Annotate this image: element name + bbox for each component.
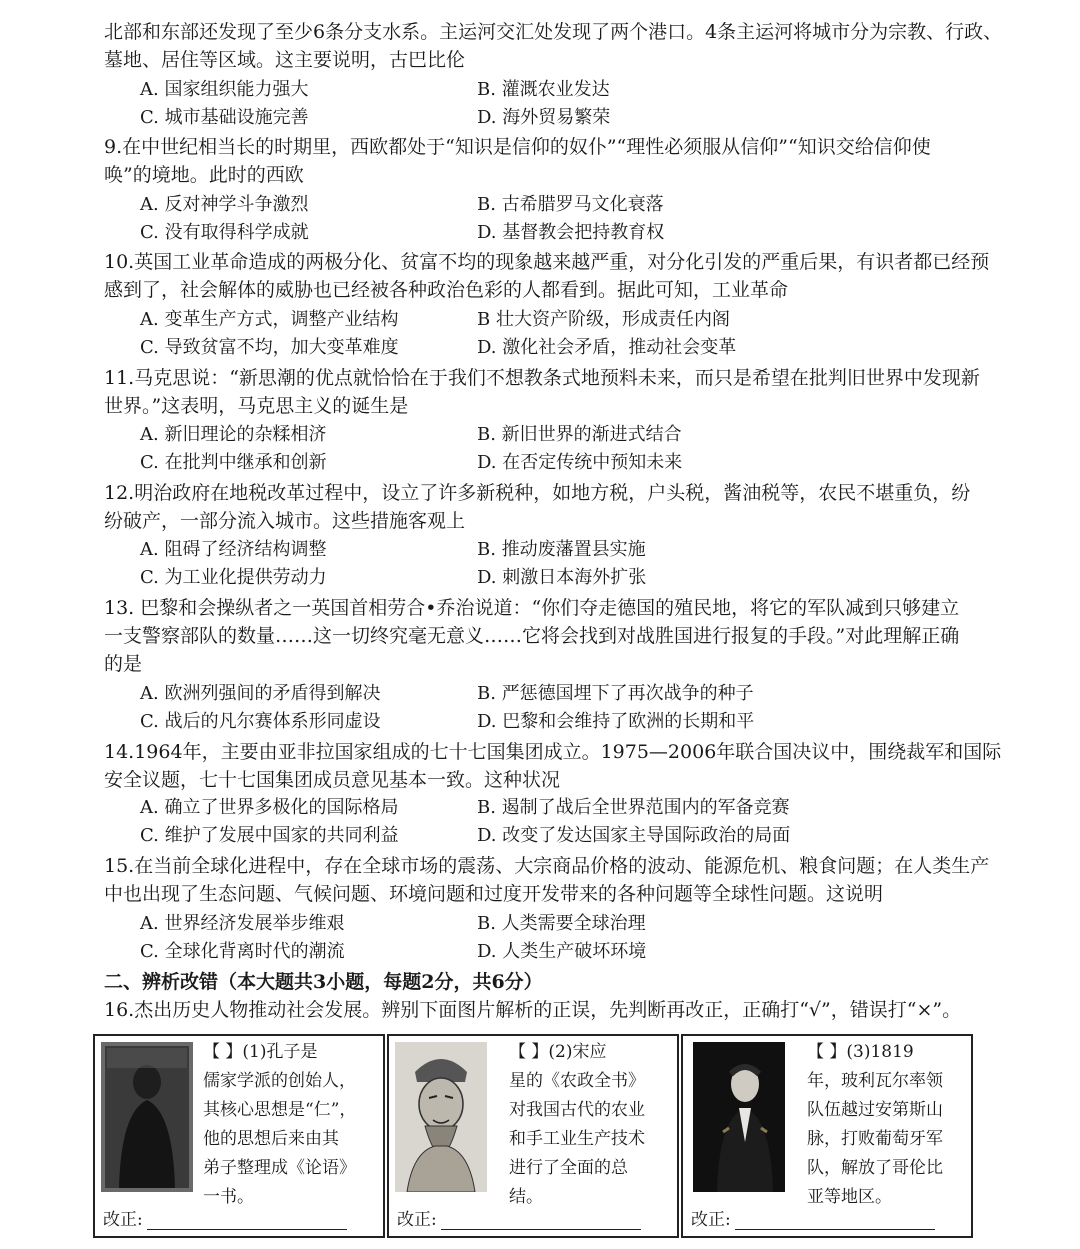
q8-line-2: 墓地、居住等区域。这主要说明，古巴比伦 [104,49,466,71]
q12-option-b[interactable]: B. 推动废藩置县实施 [477,539,646,560]
q10-option-c[interactable]: C. 导致贫富不均，加大变革难度 [140,337,399,358]
panel-2-line-2: 星的《农政全书》 [509,1071,645,1091]
panel-2-line-3: 对我国古代的农业 [509,1100,645,1120]
song-yingxing-portrait-image [395,1042,487,1192]
q13-line-1: 13. 巴黎和会操纵者之一英国首相劳合•乔治说道：“你们夺走德国的殖民地，将它的军队减到只够建立 [104,597,960,619]
q9-option-b[interactable]: B. 古希腊罗马文化衰落 [477,194,664,215]
panel-2-line-4: 和手工业生产技术 [509,1129,645,1149]
q14-option-a[interactable]: A. 确立了世界多极化的国际格局 [140,797,399,818]
q10-option-a[interactable]: A. 变革生产方式，调整产业结构 [140,309,399,330]
panel-3-line-6: 亚等地区。 [807,1187,892,1207]
panel-1-correction-label: 改正: [103,1210,143,1230]
q13-option-b[interactable]: B. 严惩德国埋下了再次战争的种子 [477,683,754,704]
q13-option-c[interactable]: C. 战后的凡尔赛体系形同虚设 [140,711,381,732]
q13-option-a[interactable]: A. 欧洲列强间的矛盾得到解决 [140,683,381,704]
q15-option-a[interactable]: A. 世界经济发展举步维艰 [140,913,345,934]
q13-line-2: 一支警察部队的数量……这一切终究毫无意义……它将会找到对战胜国进行报复的手段。”对此理解正确 [104,625,960,647]
q11-line-2: 世界。”这表明，马克思主义的诞生是 [104,395,409,417]
q10-option-d[interactable]: D. 激化社会矛盾，推动社会变革 [477,337,737,358]
panel-2-line-6: 结。 [509,1187,543,1207]
panel-2-correction-blank[interactable] [441,1213,641,1230]
q14-option-b[interactable]: B. 遏制了战后全世界范围内的军备竞赛 [477,797,790,818]
q11-option-c[interactable]: C. 在批判中继承和创新 [140,452,327,473]
panel-3-correction [691,1205,935,1230]
panel-3-line-3: 队伍越过安第斯山 [807,1100,943,1120]
q8-option-d[interactable]: D. 海外贸易繁荣 [477,107,611,128]
q12-option-c[interactable]: C. 为工业化提供劳动力 [140,567,327,588]
panel-3-correction-label: 改正: [691,1210,731,1230]
q8-line-1: 北部和东部还发现了至少6条分支水系。主运河交汇处发现了两个港口。4条主运河将城市分为宗教、行政、 [104,21,1003,43]
panel-2-line-1: 【 】(2)宋应 [509,1042,607,1062]
q16-prompt: 16.杰出历史人物推动社会发展。辨别下面图片解析的正误，先判断再改正，正确打“√”，错误打“×”。 [104,999,962,1021]
q15-option-b[interactable]: B. 人类需要全球治理 [477,913,646,934]
panel-3-line-2: 年，玻利瓦尔率领 [807,1071,943,1091]
q9-line-1: 9.在中世纪相当长的时期里，西欧都处于“知识是信仰的奴仆”“理性必须服从信仰”“知识交给信仰使 [104,136,931,158]
q12-option-a[interactable]: A. 阻碍了经济结构调整 [140,539,327,560]
q14-line-2: 安全议题，七十七国集团成员意见基本一致。这种状况 [104,769,561,791]
panel-1-line-1: 【 】(1)孔子是 [203,1042,318,1062]
q14-line-1: 14.1964年，主要由亚非拉国家组成的七十七国集团成立。1975—2006年联合国决议中，围绕裁军和国际 [104,741,1002,763]
panel-1-line-6: 一书。 [203,1187,254,1207]
q9-line-2: 唤”的境地。此时的西欧 [104,164,304,186]
q10-option-b[interactable]: B 壮大资产阶级，形成责任内阁 [477,309,730,330]
panel-song-yingxing [387,1034,679,1238]
q9-option-a[interactable]: A. 反对神学斗争激烈 [140,194,309,215]
q9-option-d[interactable]: D. 基督教会把持教育权 [477,222,665,243]
panel-confucius [93,1034,385,1238]
panel-2-correction-label: 改正: [397,1210,437,1230]
panel-2-line-5: 进行了全面的总 [509,1158,628,1178]
confucius-portrait-image [101,1042,193,1192]
q13-option-d[interactable]: D. 巴黎和会维持了欧洲的长期和平 [477,711,755,732]
panel-bolivar [681,1034,973,1238]
panel-2-correction [397,1205,641,1230]
section-2-heading: 二、辨析改错（本大题共3小题，每题2分，共6分） [104,971,543,993]
panel-1-line-4: 他的思想后来由其 [203,1129,339,1149]
panel-1-line-2: 儒家学派的创始人， [203,1071,356,1091]
q11-line-1: 11.马克思说：“新思潮的优点就恰恰在于我们不想教条式地预料未来，而只是希望在批判旧世界中发现新 [104,367,980,389]
q10-line-2: 感到了，社会解体的威胁也已经被各种政治色彩的人都看到。据此可知，工业革命 [104,279,789,301]
panel-3-line-4: 脉，打败葡萄牙军 [807,1129,943,1149]
panel-3-correction-blank[interactable] [735,1213,935,1230]
q15-line-1: 15.在当前全球化进程中，存在全球市场的震荡、大宗商品价格的波动、能源危机、粮食问题；在人类生产 [104,855,990,877]
panel-3-line-1: 【 】(3)1819 [807,1042,914,1062]
panel-1-line-5: 弟子整理成《论语》 [203,1158,356,1178]
q8-option-b[interactable]: B. 灌溉农业发达 [477,79,610,100]
q11-option-d[interactable]: D. 在否定传统中预知未来 [477,452,683,473]
q10-line-1: 10.英国工业革命造成的两极分化、贫富不均的现象越来越严重，对分化引发的严重后果，有识者都已经预 [104,251,990,273]
q8-option-c[interactable]: C. 城市基础设施完善 [140,107,309,128]
q12-line-1: 12.明治政府在地税改革过程中，设立了许多新税种，如地方税，户头税，酱油税等，农民不堪重负，纷 [104,482,971,504]
q13-line-3: 的是 [104,653,143,675]
q12-option-d[interactable]: D. 刺激日本海外扩张 [477,567,647,588]
panel-1-correction-blank[interactable] [147,1213,347,1230]
q15-option-d[interactable]: D. 人类生产破坏环境 [477,941,647,962]
panel-1-correction [103,1205,347,1230]
q14-option-d[interactable]: D. 改变了发达国家主导国际政治的局面 [477,825,791,846]
q15-line-2: 中也出现了生态问题、气候问题、环境问题和过度开发带来的各种问题等全球性问题。这说明 [104,883,884,905]
q11-option-a[interactable]: A. 新旧理论的杂糅相济 [140,424,327,445]
q9-option-c[interactable]: C. 没有取得科学成就 [140,222,309,243]
panel-3-line-5: 队，解放了哥伦比 [807,1158,943,1178]
q8-option-a[interactable]: A. 国家组织能力强大 [140,79,309,100]
panel-1-line-3: 其核心思想是“仁”， [203,1100,357,1120]
q14-option-c[interactable]: C. 维护了发展中国家的共同利益 [140,825,399,846]
q15-option-c[interactable]: C. 全球化背离时代的潮流 [140,941,345,962]
q12-line-2: 纷破产，一部分流入城市。这些措施客观上 [104,510,466,532]
bolivar-portrait-image [689,1042,789,1192]
q11-option-b[interactable]: B. 新旧世界的渐进式结合 [477,424,682,445]
